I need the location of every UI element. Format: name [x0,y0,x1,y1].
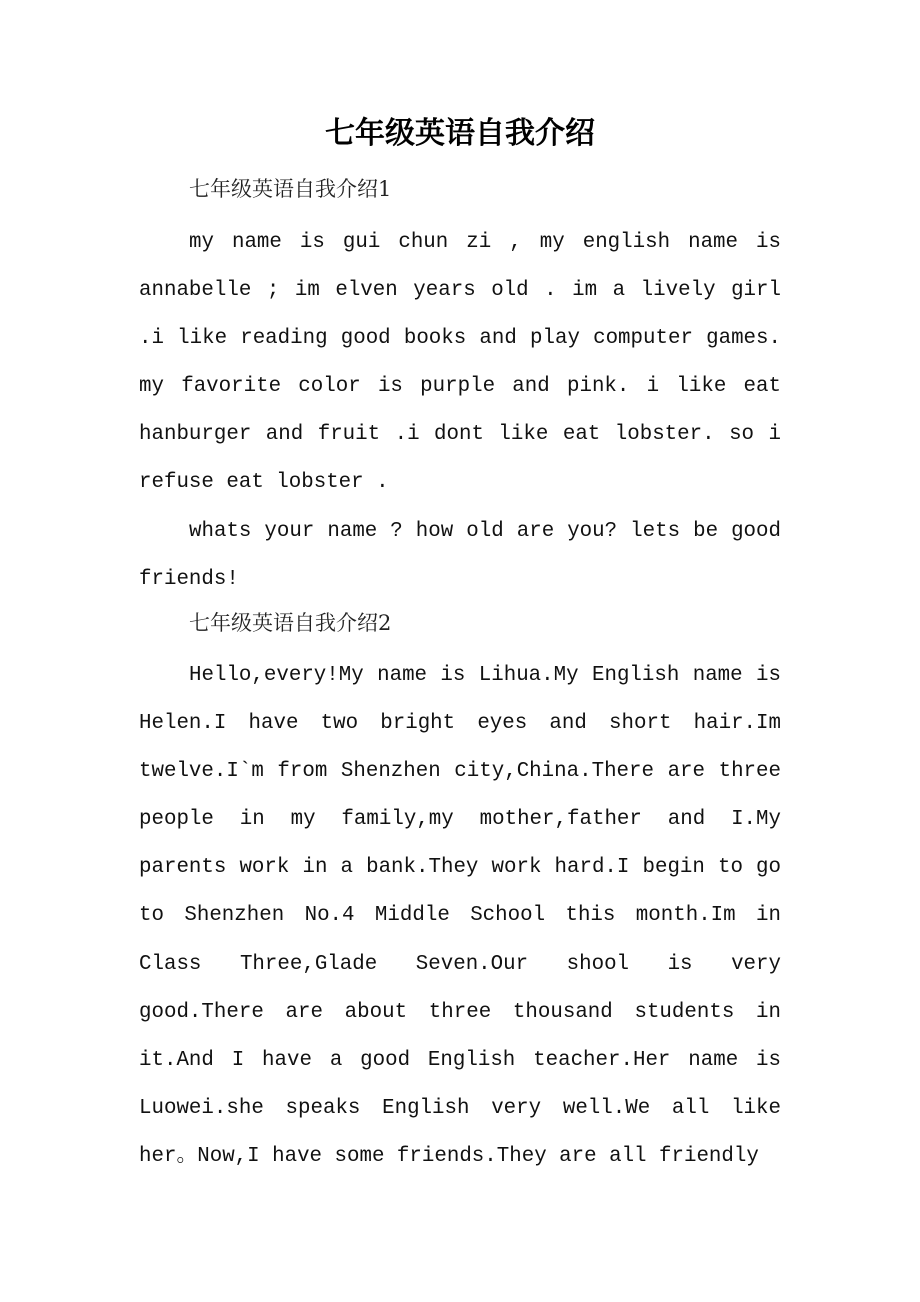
section-1-paragraph-1: my name is gui chun zi , my english name is annabelle ; im elven years old . im a lively girl .i like reading good books and play computer games. my favorite color is purple and pink. i like eat hanburger and fruit .i dont like eat lobster. so i refuse eat lobster . [139,231,781,495]
page-title: 七年级英语自我介绍 [325,116,595,151]
section-2-paragraph-1: Hello,every!My name is Lihua.My English name is Helen.I have two bright eyes and short hair.Im twelve.I`m from Shenzhen city,China.There are three people in my family,my mother,father and I.My parents work in a bank.They work hard.I begin to go to Shenzhen No.4 Middle School this month.Im in Class Three,Glade Seven.Our shool is very good.There are about three thousand students in it.And I have a good English teacher.Her name is Luowei.she speaks English very well.We all like her。Now,I have some friends.They are all friendly [139,664,781,1168]
section-1-paragraph-2: whats your name ? how old are you? lets be good friends! [139,520,781,592]
section-heading-2: 七年级英语自我介绍2 [189,611,392,635]
section-heading-1: 七年级英语自我介绍1 [189,177,392,201]
